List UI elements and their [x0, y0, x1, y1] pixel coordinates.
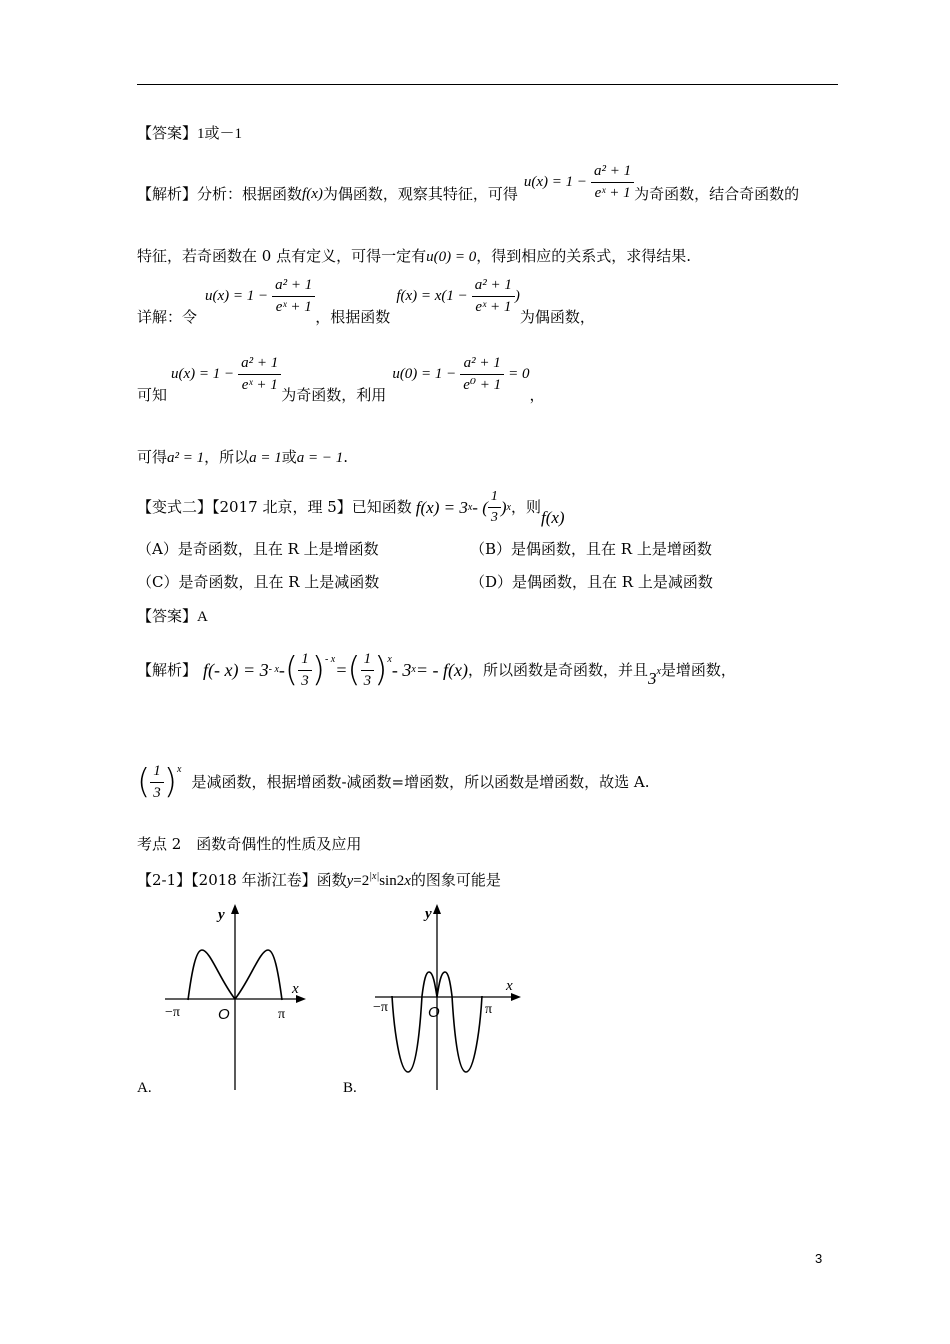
detail-line2: 可知 u(x) = 1 − $\frac{\text{a² + 1}}{\text{eˣ + 1}}$ 为奇函数，利用 u(0) = 1 − $\frac{\text{a² + 1}}{\text{e⁰ + 1}}$ = 0 ， [137, 355, 545, 404]
analysis-1-line2: 特征，若奇函数在 0 点有定义，可得一定有u(0) = 0，得到相应的关系式，求得结果. [137, 247, 691, 265]
graph-b-label[interactable]: B. [343, 1080, 357, 1096]
option-b[interactable]: （B）是偶函数，且在 R 上是增函数 [470, 540, 712, 558]
graph-a-x-label: x [292, 981, 299, 997]
graph-a-neg-pi: −π [165, 1005, 180, 1020]
graph-a-origin: O [218, 1006, 230, 1023]
section-2-title: 考点 2 函数奇偶性的性质及应用 [137, 835, 362, 853]
graph-b-neg-pi: −π [373, 1000, 388, 1015]
graph-b-pi: π [485, 1002, 493, 1017]
graph-b-origin: O [428, 1004, 440, 1021]
f-definition: f(x) = x(1 − $\frac{\text{a² + 1}}{\text{eˣ + 1}}$ ) [396, 277, 520, 315]
u0-evaluation: u(0) = 1 − $\frac{\text{a² + 1}}{\text{e⁰ + 1}}$ = 0 [392, 355, 530, 393]
graph-b[interactable] [370, 900, 525, 1092]
graph-a-y-arrow [231, 904, 239, 914]
graph-a-pi: π [278, 1007, 286, 1022]
graph-b-x-arrow [511, 993, 521, 1001]
variant-2-question: 【变式二】【2017 北京，理 5】已知函数 f(x) = 3 x - ( $\frac{1}{3}$ ) x ，则 f(x) [137, 489, 565, 527]
option-c[interactable]: （C）是奇函数，且在 R 上是减函数 [137, 573, 380, 591]
analysis-1-line1: 【解析】 分析：根据函数 f(x) 为偶函数，观察其特征，可得 u(x) = 1 − $\frac{\text{a² + 1}}{\text{eˣ + 1}}$ 为奇函数，结合奇函数的 [137, 163, 800, 203]
graph-a[interactable] [160, 900, 310, 1092]
analysis-2-line2: ( $\frac{1}{3}$ ) $^x$ 是减函数，根据增函数-减函数=增函数，所以函数是增函数，故选 A. [137, 762, 650, 802]
answer-2: 【答案】A [137, 607, 208, 625]
question-2-1: 【2-1】【2018 年浙江卷】函数$y=2^{|x|}\sin 2x$的图象可能是 [137, 871, 501, 889]
detail-line1: 详解：令 u(x) = 1 − $\frac{\text{a² + 1}}{\text{eˣ + 1}}$ ，根据函数 f(x) = x(1 − $\frac{\text{a² + 1}}{\text{eˣ + 1}}$ ) 为偶函数， [137, 277, 595, 326]
graph-b-x-label: x [506, 978, 513, 994]
fraction: $\frac{\text{a² + 1}}{\text{eˣ + 1}}$ [591, 164, 634, 201]
page-number: 3 [815, 1251, 823, 1266]
detail-line3: 可得a² = 1，所以a = 1或a = − 1. [137, 448, 349, 466]
option-d[interactable]: （D）是偶函数，且在 R 上是减函数 [470, 573, 713, 591]
header-rule [137, 84, 838, 85]
graph-a-y-label: y [218, 907, 225, 923]
graph-b-y-label: y [425, 906, 432, 922]
analysis-2-line1: 【解析】 f(- x) = 3 - x - ( $\frac{1}{3}$ ) $^{- x}$ = ( $\frac{1}{3}$ ) $^x$ - 3 x = - f(x) ，所以函数是奇函数，并且 3 $^x$ 是增函数， [137, 650, 736, 690]
u-definition-2: u(x) = 1 − $\frac{\text{a² + 1}}{\text{eˣ + 1}}$ [205, 278, 315, 315]
graph-b-y-arrow [433, 904, 441, 914]
option-a[interactable]: （A）是奇函数，且在 R 上是增函数 [137, 540, 379, 558]
u-definition: u(x) = 1 − $\frac{\text{a² + 1}}{\text{eˣ + 1}}$ [524, 164, 634, 201]
graph-a-label[interactable]: A. [137, 1080, 152, 1096]
answer-1: 【答案】1或－1 [137, 124, 243, 142]
